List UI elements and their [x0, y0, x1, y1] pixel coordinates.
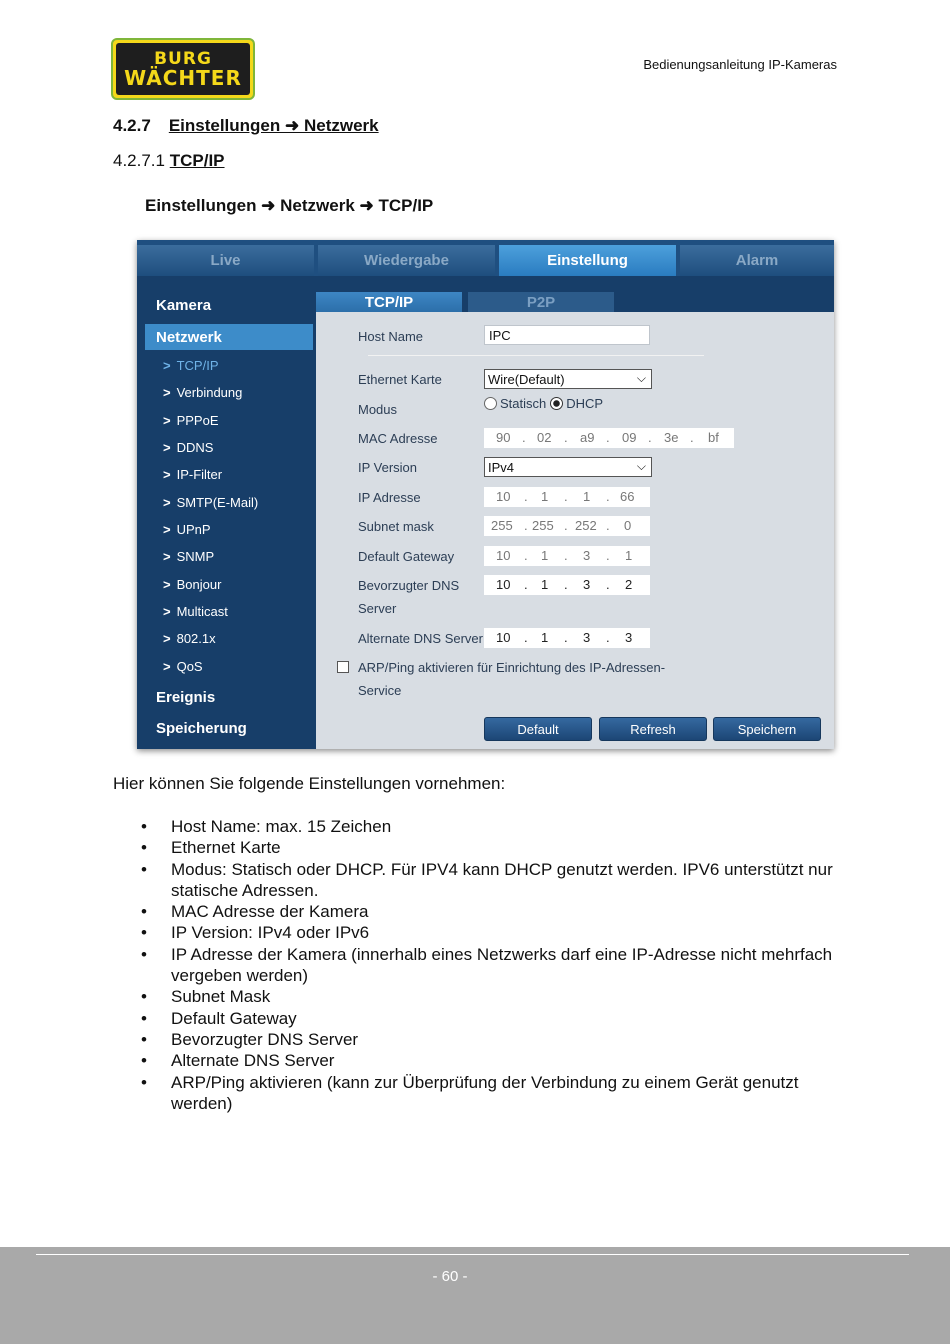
subnet-input[interactable]: 255 . 255 . 252 . 0: [484, 516, 650, 536]
top-nav: [137, 240, 834, 276]
sidebar-ereignis[interactable]: Ereignis: [156, 689, 216, 706]
sidebar-item-smtp[interactable]: > SMTP(E-Mail): [163, 495, 259, 510]
ethernet-select[interactable]: Wire(Default) ⌵: [484, 369, 652, 389]
camera-ui-screenshot: [137, 240, 834, 749]
mac-label: MAC Adresse: [358, 431, 438, 446]
intro-text: Hier können Sie folgende Einstellungen vornehmen:: [113, 774, 506, 793]
radio-dhcp-label: DHCP: [566, 396, 604, 411]
subsection-heading: [113, 151, 225, 171]
radio-static-label: Statisch: [500, 396, 547, 411]
chevron-right-icon: >: [163, 631, 171, 646]
arp-label-1: ARP/Ping aktivieren für Einrichtung des IP-Adressen-: [358, 660, 666, 675]
section-number: 4.2.7: [113, 116, 151, 135]
gateway-input[interactable]: 10 . 1 . 3 . 1: [484, 546, 650, 566]
divider: [368, 355, 704, 356]
sidebar-item-qos[interactable]: > QoS: [163, 659, 203, 674]
list-item: • Default Gateway: [141, 1008, 297, 1028]
nav-live[interactable]: Live: [137, 245, 314, 276]
save-button[interactable]: Speichern: [713, 717, 821, 741]
chevron-right-icon: >: [163, 440, 171, 455]
host-name-input[interactable]: IPC: [484, 325, 650, 345]
default-button[interactable]: Default: [484, 717, 592, 741]
dns-alternate-label: Alternate DNS Server: [358, 631, 483, 646]
subsection-number: 4.2.7.1: [113, 151, 165, 170]
sidebar-speicherung[interactable]: Speicherung: [156, 720, 247, 737]
modus-radio-group: [484, 396, 603, 411]
dns-preferred-input[interactable]: 10 . 1 . 3 . 2: [484, 575, 650, 595]
tab-tcpip[interactable]: TCP/IP: [316, 292, 462, 312]
chevron-down-icon: ⌵: [636, 459, 646, 473]
footer-divider: [36, 1254, 909, 1255]
sidebar-netzwerk[interactable]: Netzwerk: [145, 324, 313, 350]
nav-einstellung[interactable]: Einstellung: [499, 245, 676, 276]
arp-checkbox[interactable]: [337, 661, 349, 673]
chevron-right-icon: >: [163, 385, 171, 400]
chevron-right-icon: >: [163, 358, 171, 373]
dns-preferred-label-2: Server: [358, 601, 397, 616]
sidebar-item-ddns[interactable]: > DDNS: [163, 440, 214, 455]
list-item: • Modus: Statisch oder DHCP. Für IPV4 kann DHCP genutzt werden. IPV6 unterstützt nur statische Adressen.: [141, 859, 833, 900]
list-item: • Subnet Mask: [141, 987, 271, 1007]
subnet-label: Subnet mask: [358, 519, 434, 534]
nav-wiedergabe[interactable]: Wiedergabe: [318, 245, 495, 276]
page-footer: [0, 1247, 950, 1344]
list-item: • IP Adresse der Kamera (innerhalb eines Netzwerks darf eine IP-Adresse nicht mehrfach vergeben werden): [141, 944, 833, 986]
section-heading: [113, 116, 379, 136]
settings-sidebar: [137, 276, 316, 749]
tcpip-form: [316, 312, 834, 749]
dns-alternate-input[interactable]: 10 . 1 . 3 . 3: [484, 628, 650, 648]
chevron-right-icon: >: [163, 467, 171, 482]
logo-line2: WÄCHTER: [124, 65, 242, 90]
chevron-right-icon: >: [163, 659, 171, 674]
host-name-label: Host Name: [358, 329, 424, 344]
burg-waechter-logo: [111, 38, 255, 100]
list-item: • IP Version: IPv4 oder IPv6: [141, 923, 370, 943]
mac-input[interactable]: 90 . 02 . a9 . 09 . 3e . bf: [484, 428, 734, 448]
sub-tabs: [316, 276, 834, 312]
sidebar-item-multicast[interactable]: > Multicast: [163, 604, 228, 619]
section-title: Einstellungen ➜ Netzwerk: [168, 116, 379, 135]
modus-label: Modus: [358, 402, 398, 417]
document-title: Bedienungsanleitung IP-Kameras: [643, 57, 837, 72]
list-item: • Ethernet Karte: [141, 838, 281, 858]
sidebar-item-tcpip[interactable]: > TCP/IP: [163, 358, 219, 373]
ipversion-label: IP Version: [358, 460, 418, 475]
chevron-right-icon: >: [163, 522, 171, 537]
gateway-label: Default Gateway: [358, 549, 455, 564]
menu-path: Einstellungen ➜ Netzwerk ➜ TCP/IP: [145, 196, 434, 215]
list-item: • Alternate DNS Server: [141, 1051, 335, 1071]
radio-static[interactable]: [484, 397, 497, 410]
tab-p2p[interactable]: P2P: [468, 292, 614, 312]
chevron-right-icon: >: [163, 495, 171, 510]
page-number: - 60 -: [432, 1268, 468, 1285]
sidebar-item-bonjour[interactable]: > Bonjour: [163, 577, 222, 592]
ethernet-label: Ethernet Karte: [358, 372, 442, 387]
chevron-right-icon: >: [163, 577, 171, 592]
sidebar-item-snmp[interactable]: > SNMP: [163, 549, 215, 564]
nav-alarm[interactable]: Alarm: [680, 245, 834, 276]
radio-dhcp[interactable]: [550, 397, 563, 410]
chevron-down-icon: ⌵: [636, 371, 646, 385]
dns-preferred-label-1: Bevorzugter DNS: [358, 578, 460, 593]
list-item: • ARP/Ping aktivieren (kann zur Überprüfung der Verbindung zu einem Gerät genutzt werden): [141, 1072, 799, 1113]
logo-line1: BURG: [154, 48, 212, 69]
ipversion-select[interactable]: IPv4 ⌵: [484, 457, 652, 477]
settings-bullet-list: [141, 816, 841, 1114]
ip-input[interactable]: 10 . 1 . 1 . 66: [484, 487, 650, 507]
ip-label: IP Adresse: [358, 490, 421, 505]
list-item: • MAC Adresse der Kamera: [141, 902, 369, 922]
sidebar-item-upnp[interactable]: > UPnP: [163, 522, 211, 537]
sidebar-item-ip-filter[interactable]: > IP-Filter: [163, 467, 223, 482]
sidebar-kamera[interactable]: Kamera: [156, 297, 212, 314]
sidebar-item-verbindung[interactable]: > Verbindung: [163, 385, 243, 400]
sidebar-item-8021x[interactable]: > 802.1x: [163, 631, 216, 646]
arp-label-2: Service: [358, 683, 402, 698]
chevron-right-icon: >: [163, 604, 171, 619]
subsection-title: TCP/IP: [169, 151, 225, 170]
sidebar-item-pppoe[interactable]: > PPPoE: [163, 413, 219, 428]
list-item: • Bevorzugter DNS Server: [141, 1029, 359, 1049]
chevron-right-icon: >: [163, 413, 171, 428]
chevron-right-icon: >: [163, 549, 171, 564]
list-item: • Host Name: max. 15 Zeichen: [141, 817, 392, 836]
refresh-button[interactable]: Refresh: [599, 717, 707, 741]
